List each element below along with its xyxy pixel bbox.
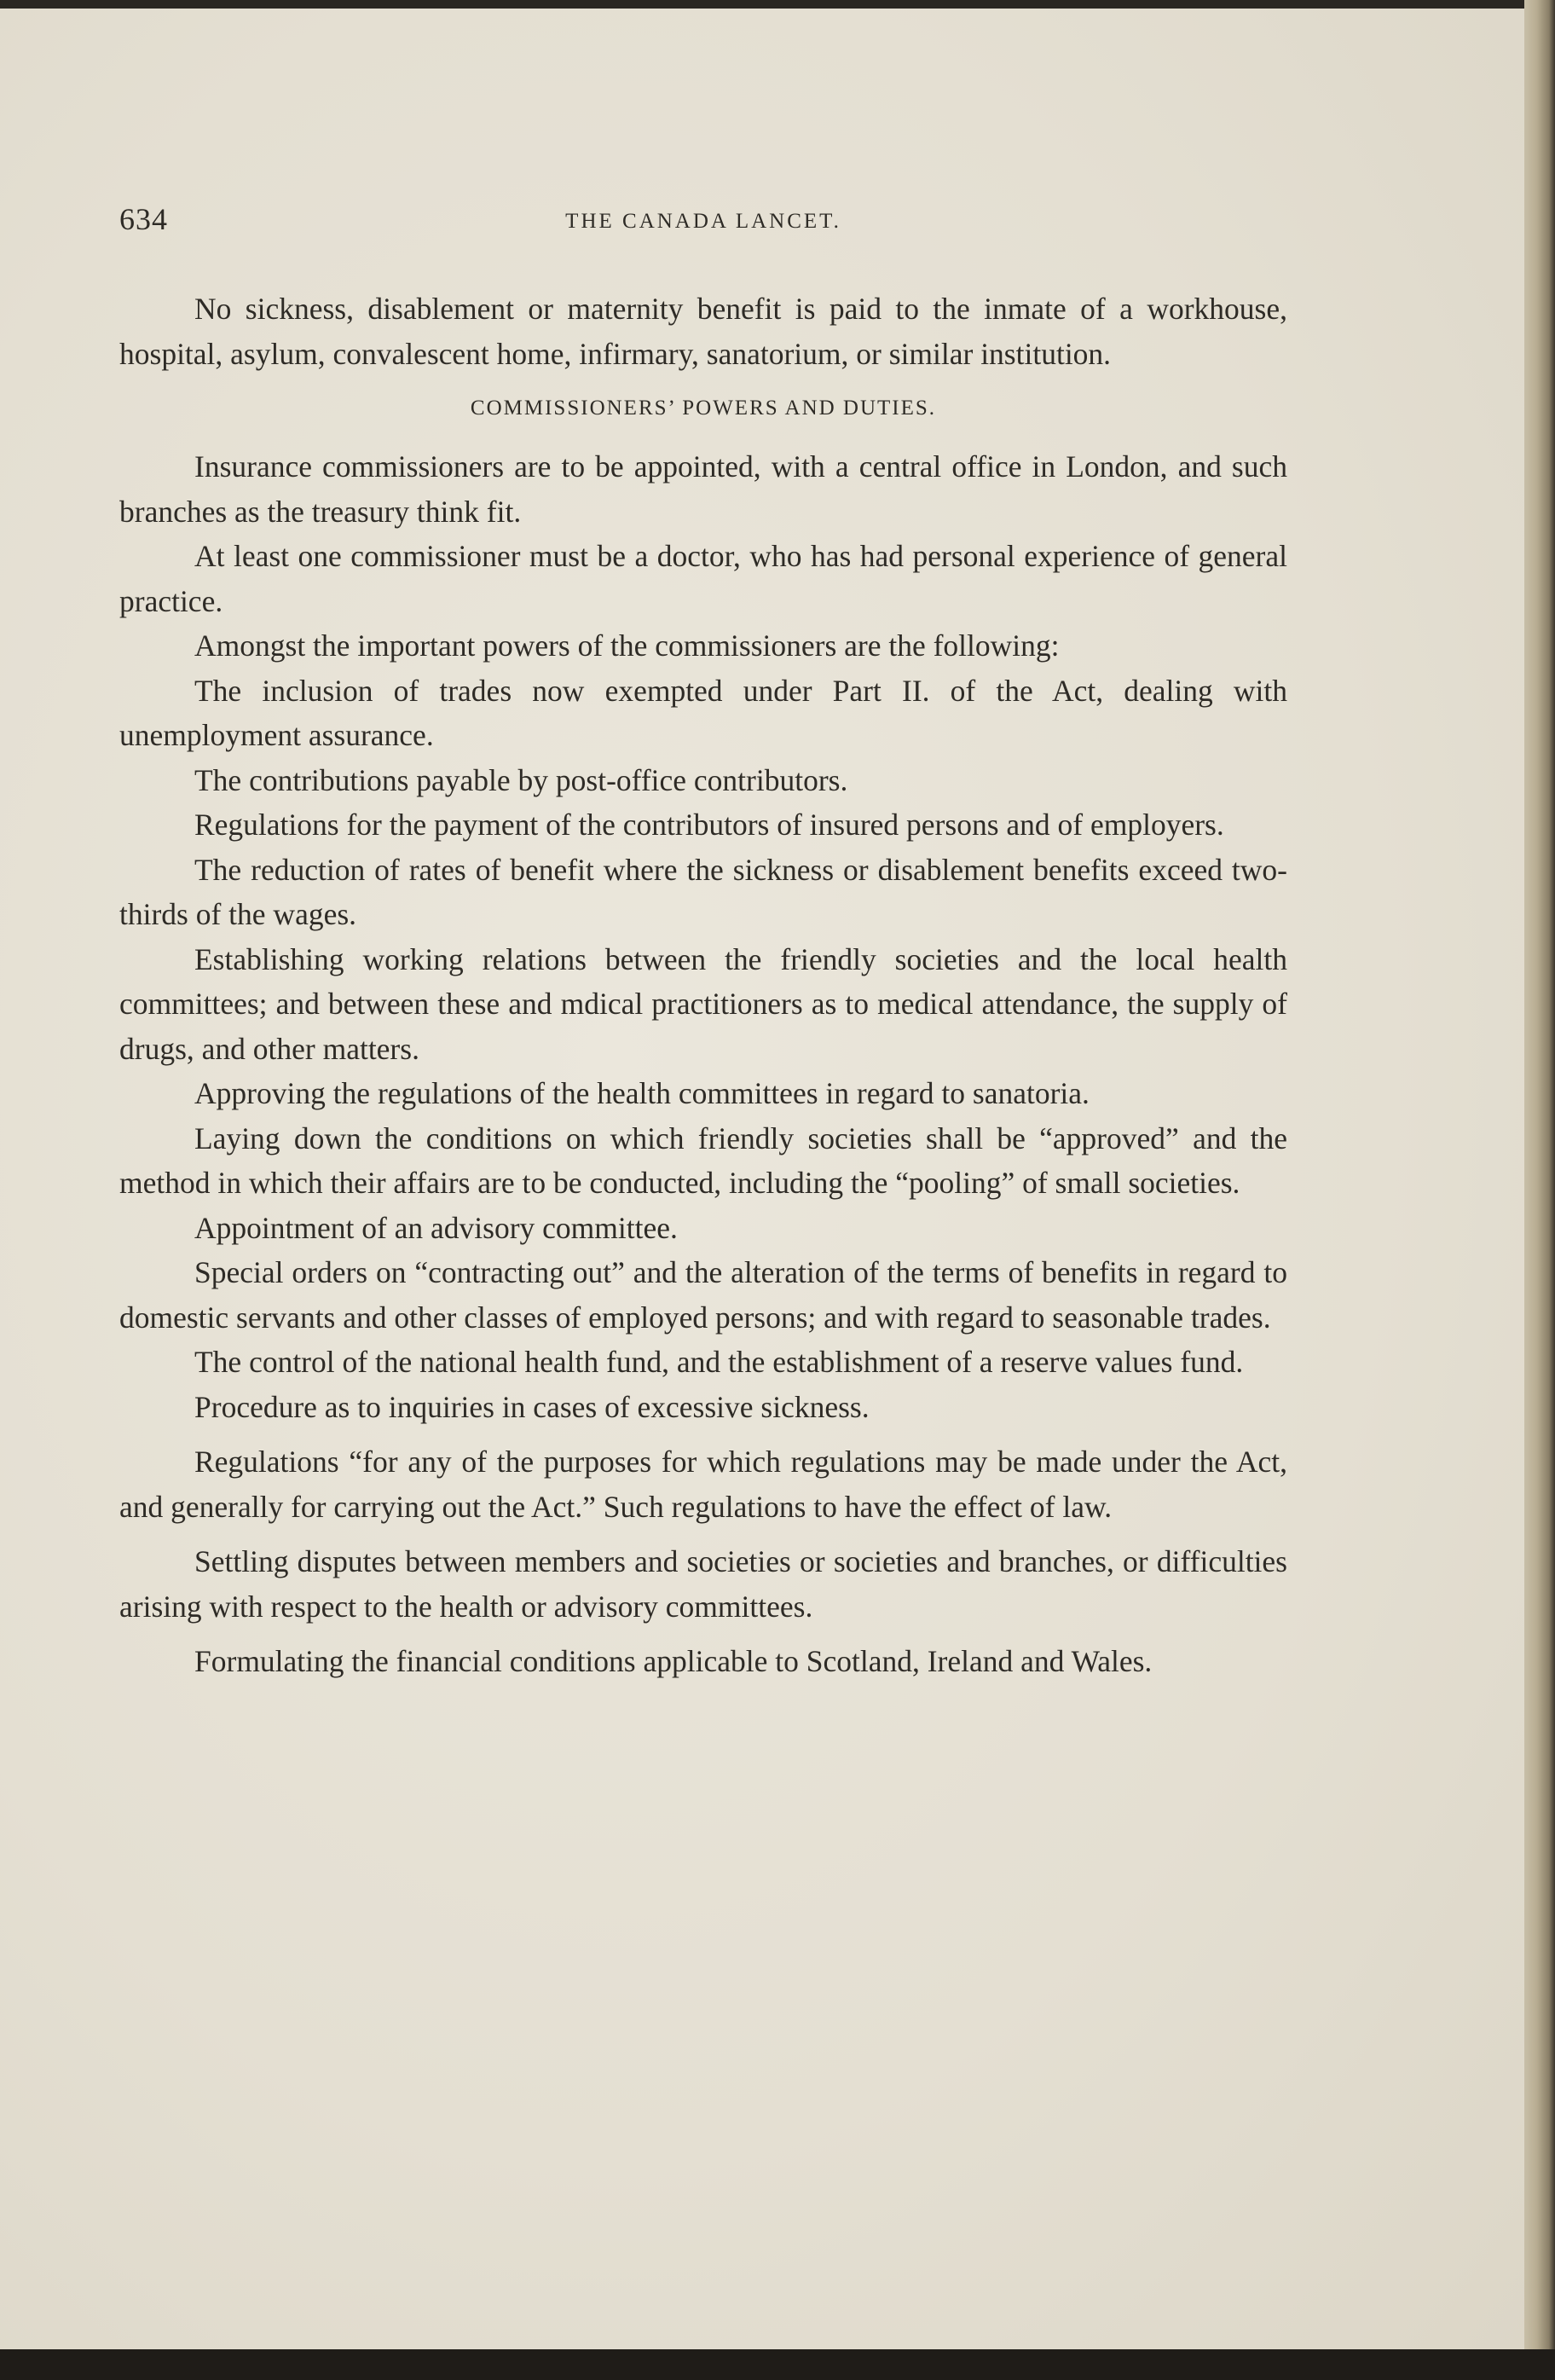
journal-title: THE CANADA LANCET. — [565, 210, 841, 233]
paragraph-approved-societies: Laying down the conditions on which friendly societies shall be “approved” and the method in which their affairs are to be conducted, including the “pooling” of small societies. — [119, 1121, 1287, 1200]
paragraph-settling-disputes: Settling disputes between members and societies or societies and branches, or difficulties arising with respect to the health or advisory committees. — [119, 1544, 1287, 1624]
paragraph-payment-regulations: Regulations for the payment of the contributors of insured persons and of employers. — [194, 808, 1224, 842]
running-head — [119, 201, 1287, 252]
page-edge-bottom — [0, 2349, 1555, 2380]
paragraph-advisory-committee: Appointment of an advisory committee. — [194, 1210, 678, 1245]
page-number: 634 — [119, 202, 168, 236]
paragraph-benefit-reduction: The reduction of rates of benefit where the sickness or disablement benefits exceed two-thirds of the wages. — [119, 852, 1287, 931]
paragraph-doctor-commissioner: At least one commissioner must be a doctor, who has had personal experience of general practice. — [119, 539, 1287, 618]
paragraph-contracting-out: Special orders on “contracting out” and the alteration of the terms of benefits in regard to domestic servants and other classes of employed persons; and with regard to seasonable trades. — [119, 1255, 1287, 1335]
paragraph-national-health-fund: The control of the national health fund, and the establishment of a reserve values fund. — [194, 1345, 1244, 1379]
paragraph-exempted-trades: The inclusion of trades now exempted under Part II. of the Act, dealing with unemployment assurance. — [119, 673, 1287, 752]
paragraph-important-powers: Amongst the important powers of the commissioners are the following: — [194, 628, 1060, 663]
paragraph-working-relations: Establishing working relations between the friendly societies and the local health committees; and between these and mdical practitioners as to medical attendance, the supply of drugs, and other matters. — [119, 941, 1287, 1066]
section-heading: COMMISSIONERS’ POWERS AND DUTIES. — [470, 397, 937, 420]
page-content — [119, 287, 1287, 1684]
paragraph-insurance-commissioners: Insurance commissioners are to be appointed, with a central office in London, and such branches as the treasury think fit. — [119, 449, 1287, 529]
paragraph-excessive-sickness: Procedure as to inquiries in cases of excessive sickness. — [194, 1389, 870, 1424]
paragraph-post-office-contributions: The contributions payable by post-office contributors. — [194, 762, 848, 797]
intro-paragraph: No sickness, disablement or maternity benefit is paid to the inmate of a workhouse, hospital, asylum, convalescent home, infirmary, sanatorium, or similar institution. — [119, 292, 1287, 371]
book-page — [0, 9, 1524, 2349]
page-edge-right — [1524, 0, 1555, 2380]
paragraph-financial-conditions: Formulating the financial conditions applicable to Scotland, Ireland and Wales. — [194, 1644, 1153, 1678]
paragraph-general-regulations: Regulations “for any of the purposes for which regulations may be made under the Act, and generally for carrying out the Act.” Such regulations to have the effect of law. — [119, 1445, 1287, 1524]
paragraph-sanatoria-regulations: Approving the regulations of the health committees in regard to sanatoria. — [194, 1076, 1090, 1110]
